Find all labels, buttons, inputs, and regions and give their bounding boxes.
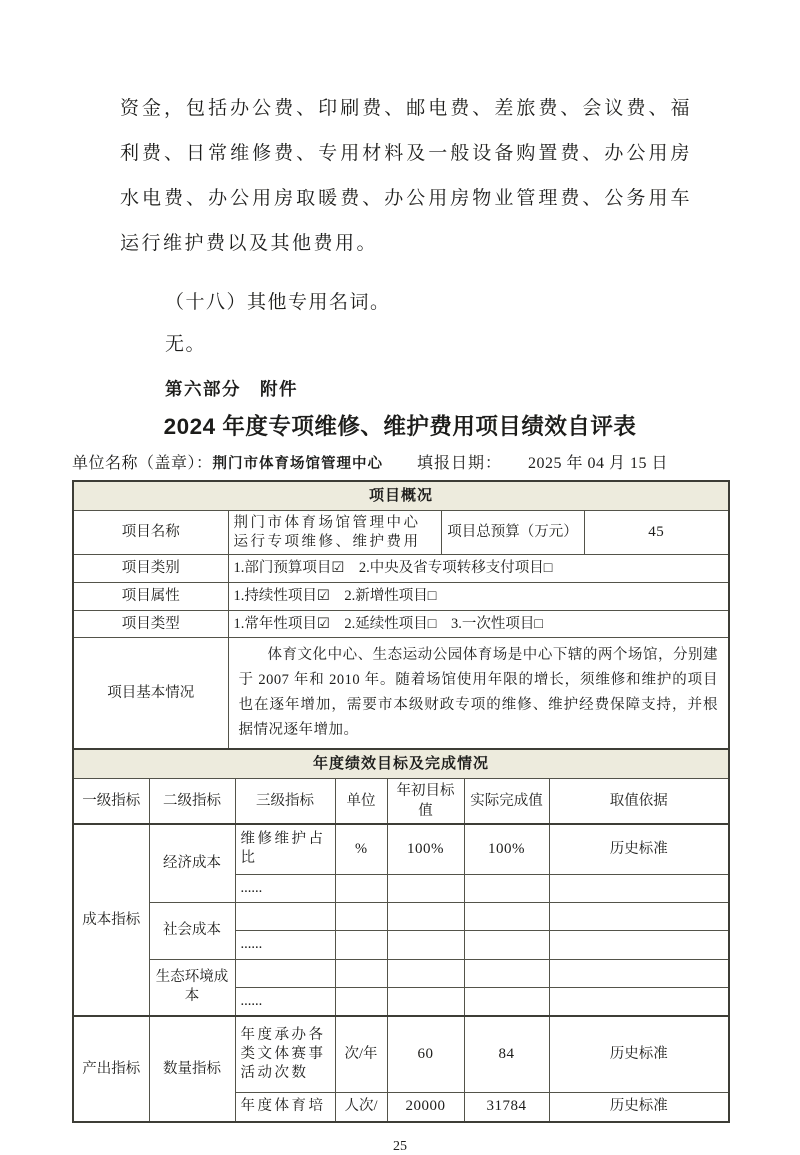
table-row — [73, 611, 729, 638]
empty-cell — [464, 902, 549, 930]
page-number: 25 — [393, 1139, 407, 1154]
project-basic-value: 体育文化中心、生态运动公园体育场是中心下辖的两个场馆，分别建于 2007 年和 2010 年。随着场馆使用年限的增长，须维修和维护的项目也在逐年增加，需要市本级财政专项的维修、维护经费保障支持，并根据情况逐年增加。 — [228, 638, 729, 750]
empty-cell — [464, 987, 549, 1016]
col-header-level3: 三级指标 — [235, 779, 335, 825]
col-header-level2: 二级指标 — [149, 779, 235, 825]
project-overview-table — [72, 480, 730, 750]
empty-cell — [335, 959, 387, 987]
empty-cell — [387, 930, 464, 959]
empty-cell — [464, 959, 549, 987]
unit-sports-training: 人次/ — [335, 1092, 387, 1122]
col-header-actual: 实际完成值 — [464, 779, 549, 825]
project-name-value: 荆门市体育场馆管理中心运行专项维修、维护费用 — [228, 511, 441, 555]
empty-cell — [464, 930, 549, 959]
report-date-value: 2025 年 04 月 15 日 — [528, 455, 669, 472]
indicator-sports-training: 年度体育培 — [235, 1092, 335, 1122]
table-row — [73, 638, 729, 750]
level2-economic-cost: 经济成本 — [149, 824, 235, 902]
col-header-unit: 单位 — [335, 779, 387, 825]
empty-cell — [464, 874, 549, 902]
empty-cell — [335, 902, 387, 930]
report-date-label: 填报日期： — [417, 455, 503, 472]
table-row — [73, 583, 729, 611]
body-paragraph-expenses: 资金，包括办公费、印刷费、邮电费、差旅费、会议费、福利费、日常维修费、专用材料及一般设备购置费、办公用房水电费、办公用房取暖费、办公用房物业管理费、公务用车运行维护费以及其他费用。 — [120, 98, 692, 254]
indicator-ellipsis: ...... — [235, 987, 335, 1016]
empty-cell — [387, 902, 464, 930]
project-attribute-label: 项目属性 — [73, 583, 228, 611]
table-row — [73, 749, 729, 779]
empty-cell — [549, 987, 729, 1016]
empty-cell — [335, 874, 387, 902]
body-paragraph-none: 无。 — [165, 334, 207, 355]
level2-quantity-indicator: 数量指标 — [149, 1016, 235, 1122]
target-sports-training: 20000 — [387, 1092, 464, 1122]
project-budget-value: 45 — [584, 511, 729, 555]
empty-cell — [387, 874, 464, 902]
level1-output-indicator: 产出指标 — [73, 1016, 149, 1122]
level1-cost-indicator: 成本指标 — [73, 824, 149, 1016]
empty-cell — [387, 987, 464, 1016]
basis-sports-training: 历史标准 — [549, 1092, 729, 1122]
table-row — [73, 511, 729, 555]
table-row — [73, 481, 729, 511]
project-category-value: 1.部门预算项目☑ 2.中央及省专项转移支付项目□ — [228, 555, 729, 583]
basis-repair-ratio: 历史标准 — [549, 824, 729, 874]
project-basic-label: 项目基本情况 — [73, 638, 228, 750]
project-category-label: 项目类别 — [73, 555, 228, 583]
actual-annual-events: 84 — [464, 1016, 549, 1092]
performance-table — [72, 748, 730, 1123]
actual-repair-ratio: 100% — [464, 824, 549, 874]
empty-cell — [335, 930, 387, 959]
target-annual-events: 60 — [387, 1016, 464, 1092]
performance-band-header: 年度绩效目标及完成情况 — [73, 749, 729, 779]
level2-social-cost: 社会成本 — [149, 902, 235, 959]
empty-cell — [387, 959, 464, 987]
project-name-label: 项目名称 — [73, 511, 228, 555]
empty-cell — [549, 930, 729, 959]
level2-eco-cost: 生态环境成本 — [149, 959, 235, 1016]
project-type-label: 项目类型 — [73, 611, 228, 638]
indicator-ellipsis: ...... — [235, 874, 335, 902]
project-type-value: 1.常年性项目☑ 2.延续性项目□ 3.一次性项目□ — [228, 611, 729, 638]
unit-name-label: 单位名称（盖章）： — [72, 455, 213, 472]
col-header-level1: 一级指标 — [73, 779, 149, 825]
table-row — [73, 902, 729, 930]
empty-cell — [235, 902, 335, 930]
table-row — [73, 959, 729, 987]
target-repair-ratio: 100% — [387, 824, 464, 874]
indicator-annual-events: 年度承办各类文体赛事活动次数 — [235, 1016, 335, 1092]
empty-cell — [549, 874, 729, 902]
section-heading: 第六部分 附件 — [165, 379, 298, 399]
empty-cell — [549, 959, 729, 987]
actual-sports-training: 31784 — [464, 1092, 549, 1122]
project-attribute-value: 1.持续性项目☑ 2.新增性项目□ — [228, 583, 729, 611]
table-row — [73, 1016, 729, 1092]
indicator-repair-ratio: 维修维护占比 — [235, 824, 335, 874]
basis-annual-events: 历史标准 — [549, 1016, 729, 1092]
empty-cell — [549, 902, 729, 930]
page-title: 2024 年度专项维修、维护费用项目绩效自评表 — [163, 414, 637, 439]
unit-date-line — [72, 450, 728, 473]
unit-name-value: 荆门市体育场馆管理中心 — [212, 456, 384, 472]
table-row — [73, 824, 729, 874]
empty-cell — [335, 987, 387, 1016]
body-paragraph-item18: （十八）其他专用名词。 — [165, 292, 391, 313]
table-row — [73, 555, 729, 583]
project-budget-label: 项目总预算（万元） — [441, 511, 584, 555]
col-header-target: 年初目标值 — [387, 779, 464, 825]
table-header-row — [73, 779, 729, 825]
overview-band-header: 项目概况 — [73, 481, 729, 511]
col-header-basis: 取值依据 — [549, 779, 729, 825]
indicator-ellipsis: ...... — [235, 930, 335, 959]
unit-repair-ratio: % — [335, 824, 387, 874]
empty-cell — [235, 959, 335, 987]
unit-annual-events: 次/年 — [335, 1016, 387, 1092]
